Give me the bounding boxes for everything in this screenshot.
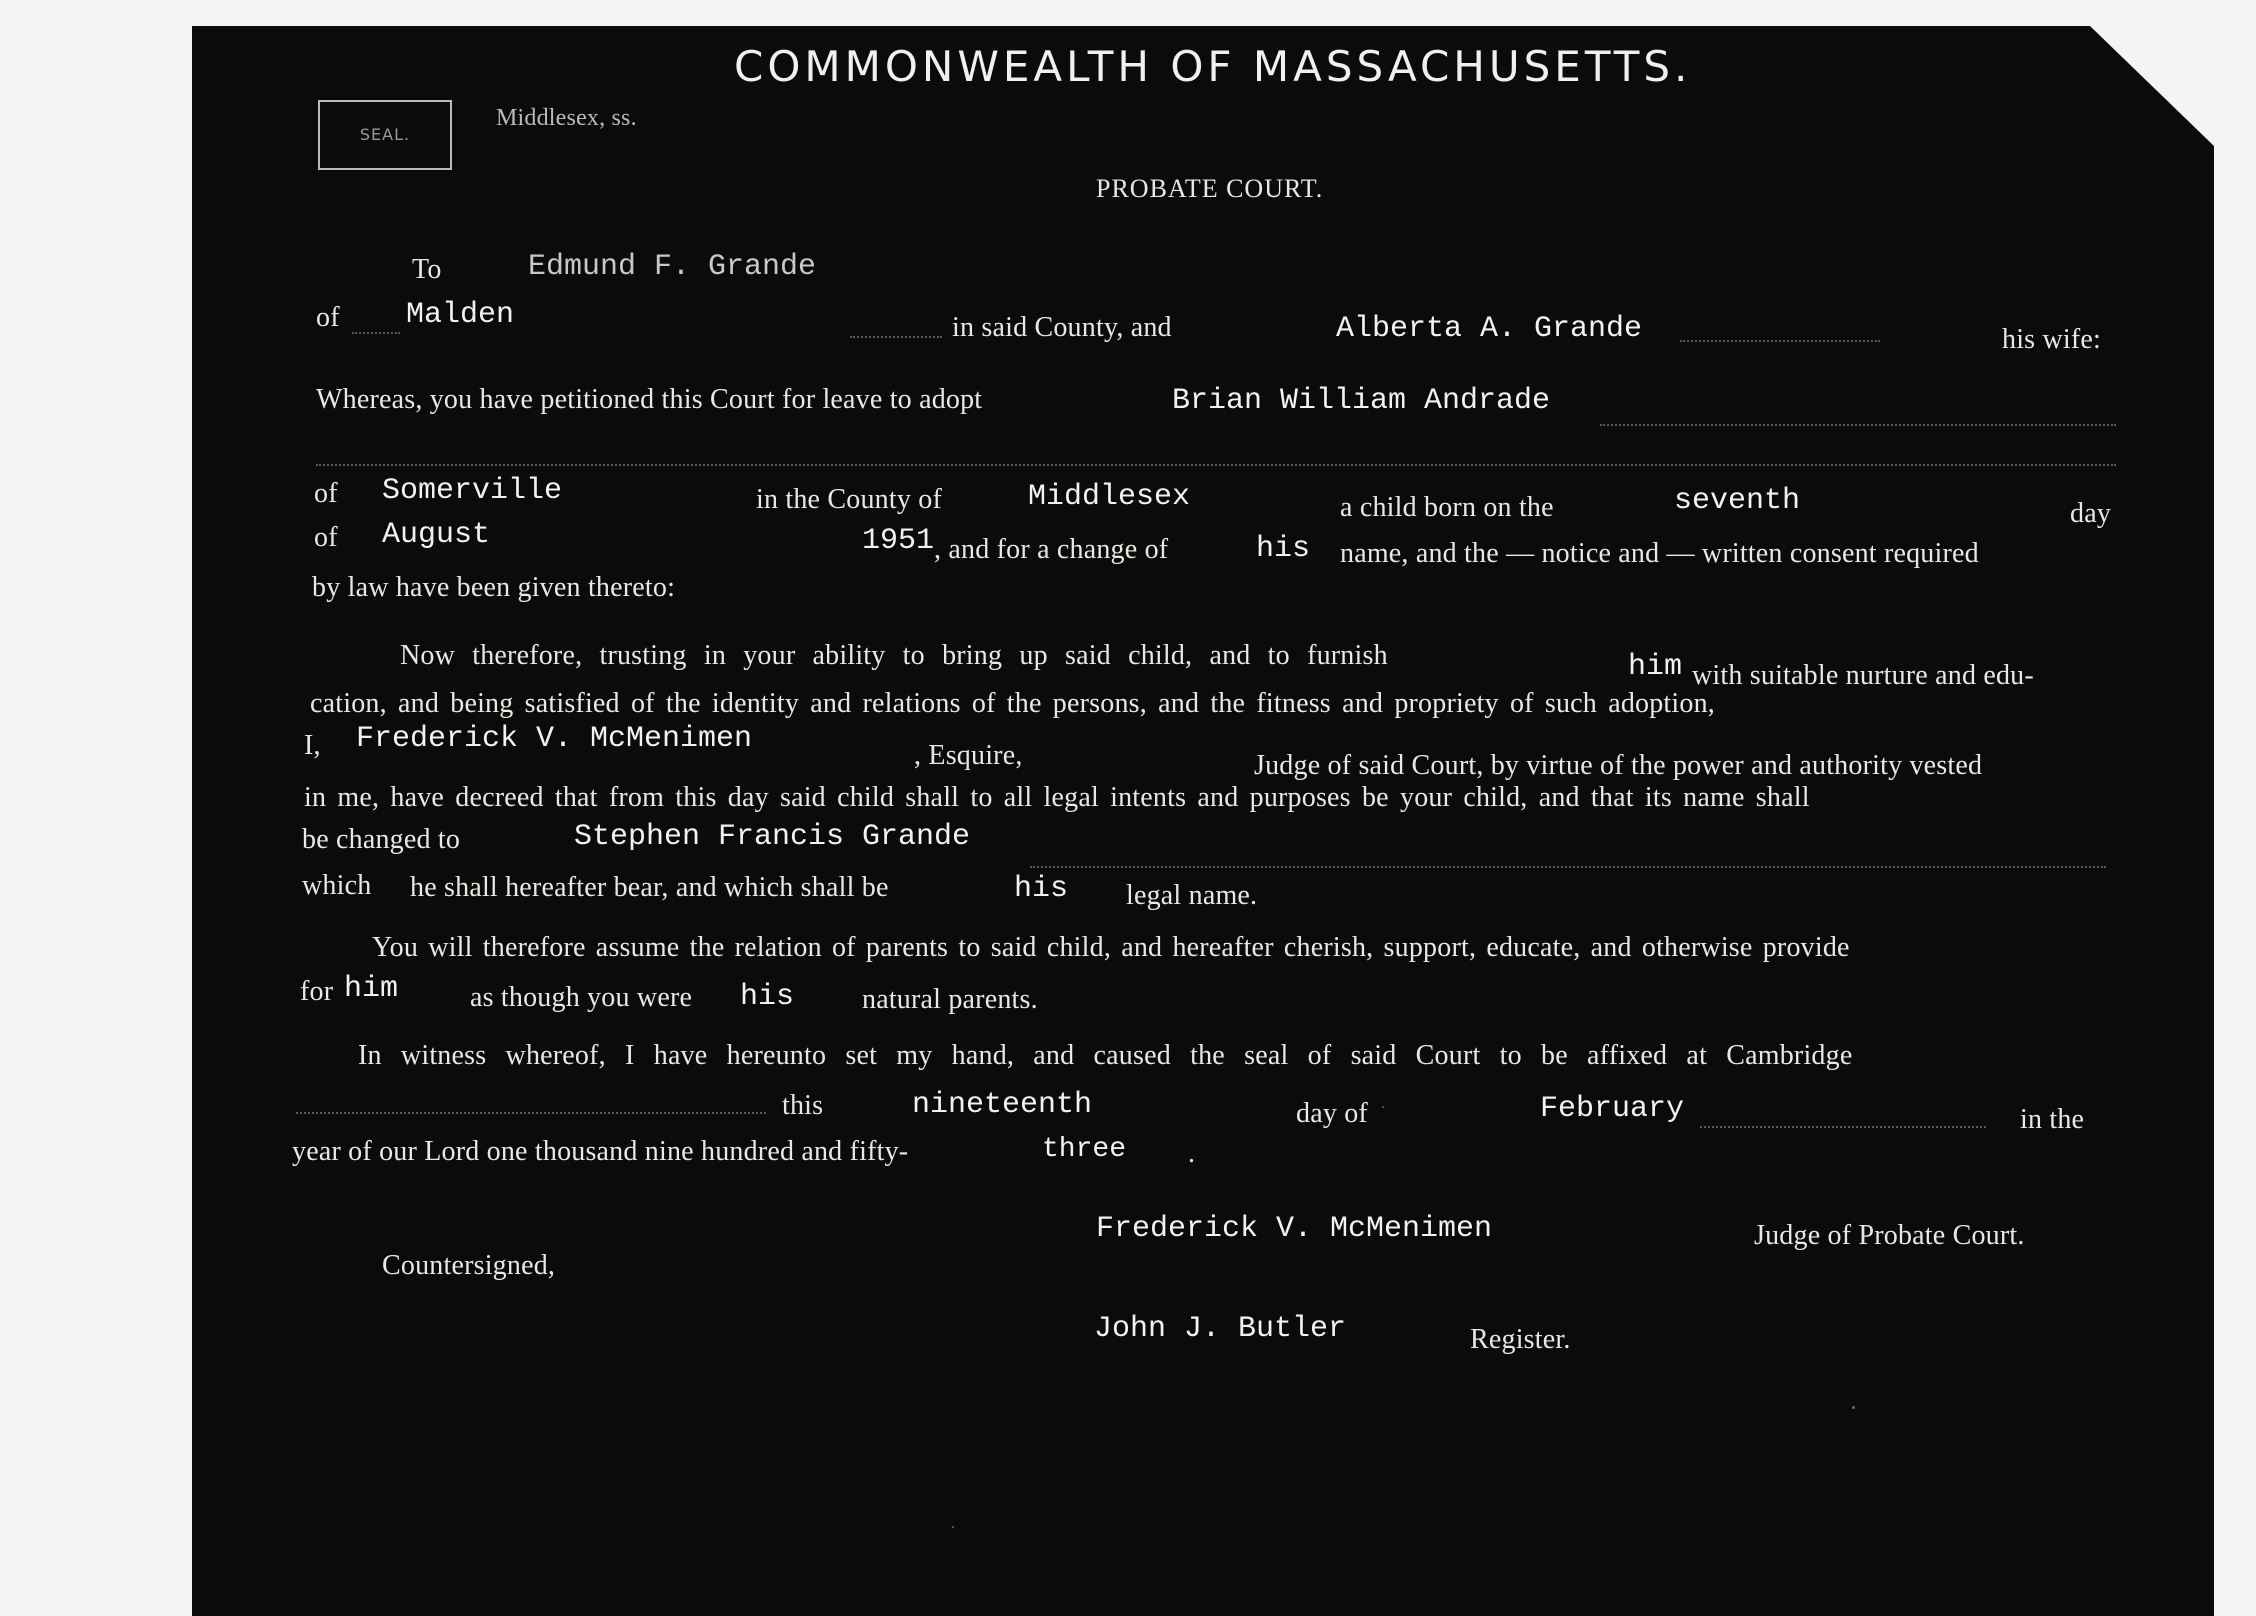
county-venue: Middlesex, ss. bbox=[496, 105, 637, 131]
petitioner-town: Malden bbox=[406, 298, 515, 332]
of-label-3: of bbox=[314, 522, 338, 553]
this-label: this bbox=[782, 1090, 824, 1121]
court-name: PROBATE COURT. bbox=[1096, 174, 1324, 203]
register-title: Register. bbox=[1470, 1324, 1571, 1355]
seal-box bbox=[318, 100, 452, 170]
document-title: COMMONWEALTH OF MASSACHUSETTS. bbox=[734, 42, 1692, 91]
for-label: for bbox=[300, 976, 334, 1007]
of-label-2: of bbox=[314, 478, 338, 509]
witness-year: three bbox=[1042, 1134, 1127, 1165]
birth-day: seventh bbox=[1674, 484, 1801, 518]
i-label: I, bbox=[304, 730, 321, 761]
new-name: Stephen Francis Grande bbox=[574, 820, 971, 854]
petitioner-name: Edmund F. Grande bbox=[528, 250, 817, 284]
which-pronoun: his bbox=[1014, 872, 1069, 906]
judge-title: Judge of Probate Court. bbox=[1754, 1220, 2025, 1251]
day-label: day bbox=[2070, 498, 2112, 529]
in-county-of: in the County of bbox=[756, 484, 942, 515]
seal-label: SEAL. bbox=[359, 125, 411, 144]
dotted-rule bbox=[352, 332, 400, 334]
dotted-rule bbox=[850, 336, 942, 338]
of-label: of bbox=[316, 302, 340, 333]
decree-line-2: cation, and being satisfied of the identity and relations of the persons, and the fitness and propriety of such adoption, bbox=[310, 688, 1715, 719]
for-pronoun: him bbox=[344, 972, 399, 1006]
judge-text: Judge of said Court, by virtue of the power and authority vested bbox=[1254, 750, 1983, 781]
document-sheet bbox=[192, 26, 2214, 1616]
speck bbox=[952, 1526, 954, 1528]
dotted-rule bbox=[316, 464, 2116, 466]
change-pronoun: his bbox=[1256, 532, 1311, 566]
in-the-label: in the bbox=[2020, 1104, 2085, 1135]
judge-name: Frederick V. McMenimen bbox=[356, 722, 753, 756]
child-county: Middlesex bbox=[1028, 480, 1191, 514]
by-law-text: by law have been given thereto: bbox=[312, 572, 676, 603]
born-on-the: a child born on the bbox=[1340, 492, 1554, 523]
register-signature: John J. Butler bbox=[1094, 1312, 1347, 1346]
as-pronoun: his bbox=[740, 980, 795, 1014]
year-text: year of our Lord one thousand nine hundred and fifty- bbox=[292, 1136, 909, 1167]
relation-line-1: You will therefore assume the relation of parents to said child, and hereafter cherish, support, educate, and otherwise provide bbox=[372, 932, 1850, 963]
which-label: which bbox=[302, 870, 372, 901]
dotted-rule bbox=[296, 1112, 766, 1114]
speck bbox=[1852, 1406, 1855, 1409]
judge-signature: Frederick V. McMenimen bbox=[1096, 1212, 1493, 1246]
decree-pronoun-1: him bbox=[1628, 650, 1683, 684]
countersigned-label: Countersigned, bbox=[382, 1250, 556, 1281]
natural-parents-text: natural parents. bbox=[862, 984, 1038, 1015]
witness-day: nineteenth bbox=[912, 1088, 1093, 1122]
his-wife-label: his wife: bbox=[2002, 324, 2102, 355]
change-text-b: name, and the — notice and — written consent required bbox=[1340, 538, 1979, 569]
dotted-rule bbox=[1030, 866, 2106, 868]
witness-line-1: In witness whereof, I have hereunto set my hand, and caused the seal of said Court to be affixed at Cambridge bbox=[358, 1040, 1853, 1071]
change-text-a: , and for a change of bbox=[934, 534, 1169, 565]
dotted-rule bbox=[1600, 424, 2116, 426]
day-of-label: day of bbox=[1296, 1098, 1368, 1129]
child-town: Somerville bbox=[382, 474, 563, 508]
birth-month: August bbox=[382, 518, 491, 552]
in-said-county: in said County, and bbox=[952, 312, 1172, 343]
he-shall-text: he shall hereafter bear, and which shall be bbox=[410, 872, 889, 903]
changed-to-label: be changed to bbox=[302, 824, 461, 855]
decree-line-1a: Now therefore, trusting in your ability to bring up said child, and to furnish bbox=[400, 640, 1388, 671]
witness-month: February bbox=[1540, 1092, 1685, 1126]
to-label: To bbox=[412, 254, 442, 285]
esquire-text: , Esquire, bbox=[914, 740, 1023, 771]
year-period: . bbox=[1188, 1138, 1196, 1169]
birth-year: 1951 bbox=[862, 524, 935, 558]
wife-name: Alberta A. Grande bbox=[1336, 312, 1643, 346]
legal-name-text: legal name. bbox=[1126, 880, 1258, 911]
as-though-text: as though you were bbox=[470, 982, 693, 1013]
decree-line-1b: with suitable nurture and edu- bbox=[1692, 660, 2034, 691]
dotted-rule bbox=[1700, 1126, 1986, 1128]
child-name: Brian William Andrade bbox=[1172, 384, 1551, 418]
whereas-text: Whereas, you have petitioned this Court for leave to adopt bbox=[316, 384, 983, 415]
speck bbox=[1382, 1106, 1384, 1108]
dotted-rule bbox=[1680, 340, 1880, 342]
decree-line-4: in me, have decreed that from this day said child shall to all legal intents and purposes be your child, and that its name shall bbox=[304, 782, 1810, 813]
